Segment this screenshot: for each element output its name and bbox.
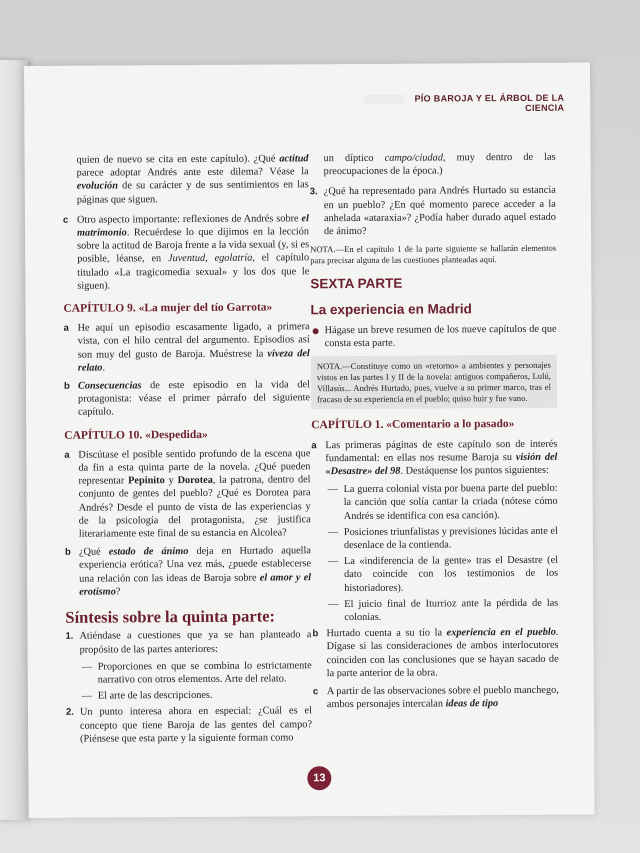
chapter-1-subpoint: — La «indiferencia de la gente» tras el Desastre (el dato coincide con los testimonios de los historiadores). — [328, 554, 559, 594]
left-column — [63, 152, 313, 749]
book-page — [24, 63, 595, 818]
chapter-10-heading: CAPÍTULO 10. «Despedida» — [64, 428, 208, 442]
running-title: PÍO BAROJA Y EL ÁRBOL DE LA CIENCIA — [414, 92, 565, 113]
synthesis-subpoint: — Proporciones en que se combina lo estrictamente narrativo con otros elementos. Arte del relato. — [81, 659, 312, 686]
continued-paragraph: un díptico campo/ciudad, muy dentro de las preocupaciones de la época.) — [323, 151, 556, 178]
chapter-10-question-a: a Discútase el posible sentido profundo de la escena que da fin a esta quinta parte de la novela. ¿Qué pueden representar Pepinito y Dorotea, la patrona, dentro del conjunto de gentes del pueblo? ¿Qué es Dorotea para Andrés? Desde el punto de vista de las experiencias y de la psicología del protagonista, ¿se justifica literariamente este final de su estancia en Alcolea? — [64, 448, 311, 540]
chapter-1-question-c: c A partir de las observaciones sobre el pueblo manchego, ambos personajes intercalan ideas de tipo — [312, 684, 559, 711]
part-heading: SEXTA PARTE — [310, 275, 403, 292]
chapter-9-heading: CAPÍTULO 9. «La mujer del tío Garrota» — [63, 301, 273, 315]
synthesis-point-2: 2. Un punto interesa ahora en especial: ¿Cuál es el concepto que tiene Baroja de las gentes del campo? (Piénsese que esta parte y la siguiente forman como — [65, 705, 313, 745]
chapter-10-question-b: b ¿Qué estado de ánimo deja en Hurtado aquella experiencia erótica? Una vez más, ¿puede establecerse una relación con las ideas de Baroja sobre el amor y el erotismo? — [64, 545, 312, 598]
chapter-1-question-a: a Las primeras páginas de este capítulo son de interés fundamental: en ellas nos resume Baroja su visión del «Desastre» del 98. Destáquense los puntos siguientes: — [311, 438, 558, 478]
synthesis-subpoint: — El arte de las descripciones. — [81, 689, 213, 702]
chapter-1-question-b: b Hurtado cuenta a su tío la experiencia en el pueblo. Dígase si las consideraciones de ambos interlocutores coinciden con las conclusiones que se hayan sacado de la parte anterior de la obra. — [312, 626, 559, 680]
chapter-9-question-a: a He aquí un episodio escasamente ligado, a primera vista, con el hilo central del argumento. Episodios así son muy del gusto de Baroja. Muéstrese la viveza del relato. — [63, 321, 310, 374]
question-c: c Otro aspecto importante: reflexiones de Andrés sobre el matrimonio. Recuérdese lo que dijimos en la lección sobre la actitud de Baroja frente a la vida sexual (y, si es posible, léanse, en Juventud, egolatría, el capítulo titulado «La tragicomedia sexual» y los dos que le siguen). — [62, 213, 310, 292]
summary-task: Hágase un breve resumen de los nueve capítulos de que consta esta parte. — [311, 323, 557, 351]
bullet-icon — [313, 328, 319, 334]
part-subheading: La experiencia en Madrid — [310, 301, 472, 318]
synthesis-point-3: 3. ¿Qué ha representado para Andrés Hurtado su estancia en un pueblo? ¿En qué momento parece acceder a la anhelada «ataraxia»? ¿Podía haber durado aquel estado de ánimo? — [309, 185, 556, 238]
synthesis-heading: Síntesis sobre la quinta parte: — [65, 606, 276, 627]
shaded-note: NOTA.—Constituye como un «retorno» a ambientes y personajes vistos en las partes I y II de la novela: antiguos compañeros, Lulú, Villasús... Andrés Hurtado, pues, vuelve a su primer marco, tras el fracaso de su experiencia en el pueblo; quiso huir y fue vano. — [311, 355, 557, 410]
right-column — [310, 151, 559, 717]
chapter-9-question-b: b Consecuencias de este episodio en la vida del protagonista: véase el primer párrafo del siguiente capítulo. — [63, 379, 311, 419]
chapter-1-subpoint: — El juicio final de Iturrioz ante la pérdida de las colonias. — [328, 597, 559, 624]
note-paragraph: NOTA.—En el capítulo 1 de la parte siguiente se hallarán elementos para precisar alguna de las cuestiones planteadas aquí. — [310, 242, 557, 266]
chapter-1-subpoint: — La guerra colonial vista por buena parte del pueblo: la canción que solía cantar la criada (nótese cómo Andrés se identifica con esa canción). — [327, 482, 558, 522]
continued-paragraph: quien de nuevo se cita en este capítulo). ¿Qué actitud parece adoptar Andrés ante este dilema? Véase la evolución de su carácter y de sus sentimientos en las páginas que siguen. — [76, 153, 309, 206]
chapter-1-heading: CAPÍTULO 1. «Comentario a lo pasado» — [311, 418, 515, 432]
chapter-1-subpoint: — Posiciones triunfalistas y previsiones lúcidas ante el desenlace de la contienda. — [327, 525, 558, 552]
page-number-badge: 13 — [307, 766, 331, 790]
synthesis-point-1: 1. Atiéndase a cuestiones que ya se han planteado a propósito de las partes anteriores: — [65, 629, 312, 656]
